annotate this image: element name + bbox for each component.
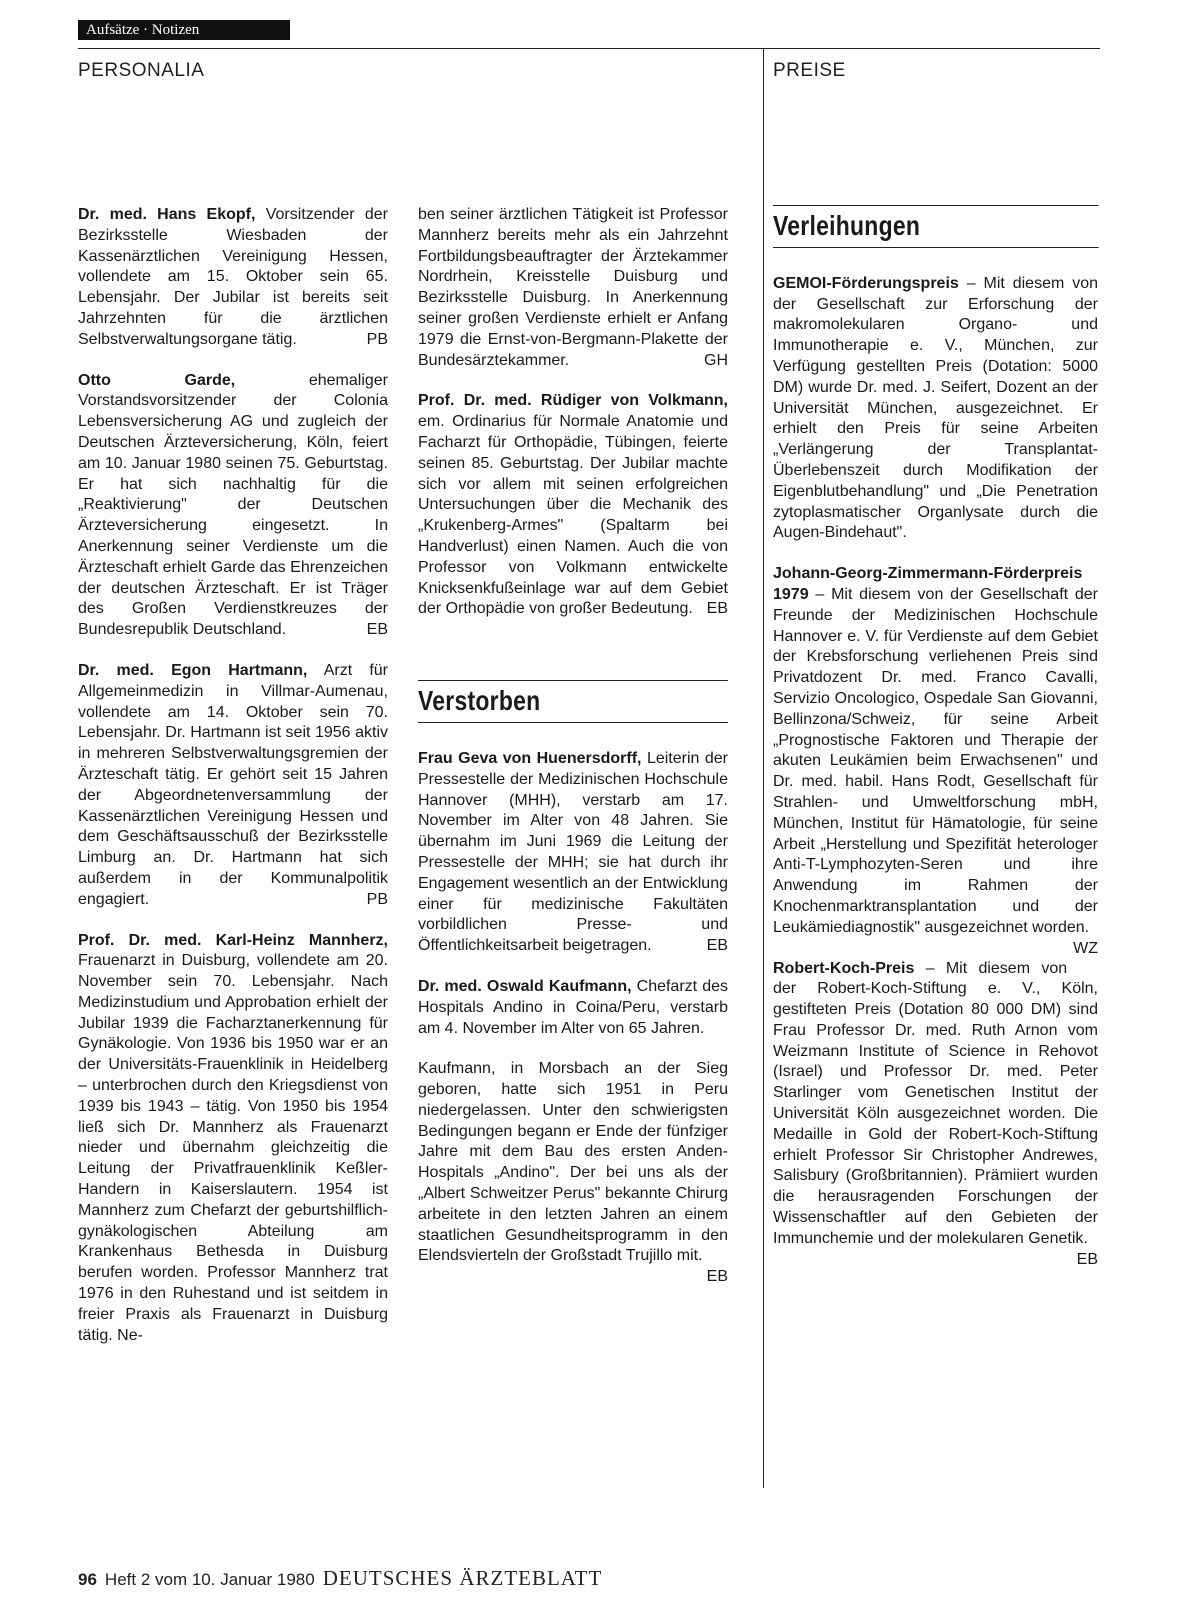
entry xyxy=(773,959,1098,1268)
entry-name: Johann-Georg-Zimmermann-Förderpreis 1979 xyxy=(773,565,1083,603)
entry-text: – Mit diesem von der Gesellschaft zur Erforschung der makromolekularen Organo- und Immunotherapie e. V., München, zur Verfügung gestellten Preis (Dotation: 5000 DM) wurde Dr. med. J. Seifert, Dozent an der Universität München, ausgezeichnet. Er erhielt den Preis für seine Arbeiten „Verlängerung der Transplantat-Überlebenszeit durch Modifikation der Eigenblutbehandlung" und „Die Penetration zytoplasmatischer Organlysate durch die Augen-Bindehaut". xyxy=(773,274,1098,542)
rubric-personalia: PERSONALIA xyxy=(78,60,205,81)
entry-signature: WZ xyxy=(1073,939,1098,957)
entry xyxy=(418,977,728,1039)
entry-name: Dr. med. Egon Hartmann, xyxy=(78,661,308,679)
entry-text: Chefarzt des Hospitals Andino in Coina/Peru, verstarb am 4. November im Alter von 65 Jahren. xyxy=(418,977,728,1037)
entry xyxy=(418,205,728,371)
entry-name: Frau Geva von Huenersdorff, xyxy=(418,749,642,767)
page-number: 96 xyxy=(78,1570,97,1589)
entry xyxy=(773,274,1098,544)
header-rule xyxy=(78,48,1100,49)
rubric-preise: PREISE xyxy=(773,60,846,81)
entry xyxy=(418,391,728,620)
entry-text: – Mit diesem von der Gesellschaft der Freunde der Medizinischen Hochschule Hannover e. V. für Verdienste auf dem Gebiet der Krebsforschung verliehenen Preis sind Privatdozent Dr. med. Franco Cavalli, Servizio Oncologico, Ospedale San Giovanni, Bellinzona/Schweiz, für seine Arbeit „Prognostische Faktoren und Therapie der akuten Leukämien beim Erwachsenen" und Dr. med. habil. Hans Rodt, Gesellschaft für Strahlen- und Umweltforschung mbH, München, Institut für Hämatologie, für seine Arbeit „Herstellung und Spezifität heterologer Anti-T-Lymphozyten-Seren und ihre Anwendung im Rahmen der Knochenmarktransplantation und der Leukämiediagnostik" ausgezeichnet worden. xyxy=(773,585,1098,936)
entry xyxy=(78,661,388,911)
entry-name: Prof. Dr. med. Karl-Heinz Mannherz, xyxy=(78,931,388,949)
entry-text: Kaufmann, in Morsbach an der Sieg geboren, hatte sich 1951 in Peru niedergelassen. Unter den schwierigsten Bedingungen begann er Ende der fünfziger Jahre mit dem Bau des ersten Anden-Hospitals „Andino". Der bei uns als der „Albert Schweitzer Perus" bekannte Chirurg arbeitete in den letzten Jahren an einem staatlichen Gesundheitsprogramm in den Elendsvierteln der Großstadt Trujillo mit. xyxy=(418,1060,728,1265)
page-footer xyxy=(78,1566,602,1591)
entry-text: ben seiner ärztlichen Tätigkeit ist Professor Mannherz bereits mehr als ein Jahrzehnt Fortbildungsbeauftragter der Ärztekammer Nordrhein, Kreisstelle Duisburg und Bezirksstelle Duisburg. In Anerkennung seiner großen Verdienste erhielt er Anfang 1979 die Ernst-von-Bergmann-Plakette der Bundesärztekammer. xyxy=(418,206,728,369)
entry-signature: EB xyxy=(706,937,728,955)
entry-signature: EB xyxy=(706,1268,728,1286)
column-personalia-1 xyxy=(78,205,388,1366)
entry xyxy=(78,205,388,351)
entry-signature: EB xyxy=(366,621,388,639)
section-title-verleihungen: Verleihungen xyxy=(773,205,1098,248)
magazine-name: DEUTSCHES ÄRZTEBLATT xyxy=(322,1566,603,1590)
entry-text: ehemaliger Vorstandsvorsitzender der Colonia Lebensversicherung AG und zugleich der Deutschen Ärzteversicherung, Köln, feiert am 10. Januar 1980 seinen 75. Geburtstag. Er hat sich nachhaltig für die „Reaktivierung" der Deutschen Ärzteversicherung eingesetzt. In Anerkennung seiner Verdienste um die Ärzteschaft erhielt Garde das Ehrenzeichen der deutschen Ärzteschaft. Er ist Träger des Großen Verdienstkreuzes der Bundesrepublik Deutschland. xyxy=(78,371,388,639)
entry-text: – Mit diesem von der Robert-Koch-Stiftung e. V., Köln, gestifteten Preis (Dotation 80 000 DM) sind Frau Professor Dr. med. Ruth Arnon vom Weizmann Institute of Science in Rehovot (Israel) und Professor Dr. med. Peter Starlinger vom Genetischen Institut der Universität Köln ausgezeichnet worden. Die Medaille in Gold der Robert-Koch-Stiftung erhielt Professor Sir Christopher Andrewes, Salisbury (Großbritannien). Prämiiert wurden die herausragenden Forschungen der Wissenschaftler auf den Gebieten der Immunchemie und der molekularen Genetik. xyxy=(773,959,1098,1247)
entry-text: Vorsitzender der Bezirksstelle Wiesbaden der Kassenärztlichen Vereinigung Hessen, vollendete am 15. Oktober sein 65. Lebensjahr. Der Jubilar ist bereits seit Jahrzehnten für die ärztlichen Selbstverwaltungsorgane tätig. xyxy=(78,206,389,348)
entry-name: GEMOI-Förderungspreis xyxy=(773,274,959,292)
entry-text: Frauenarzt in Duisburg, vollendete am 20. November sein 70. Lebensjahr. Nach Medizinstudium und Approbation erhielt der Jubilar 1939 die Facharztanerkennung für Gynäkologie. Von 1936 bis 1950 war er an der Universitäts-Frauenklinik in Heidelberg – unterbrochen durch den Kriegsdienst von 1939 bis 1943 – tätig. Von 1950 bis 1954 ließ sich Dr. Mannherz als Frauenarzt nieder und übernahm gleichzeitig die Leitung der Privatfrauenklinik Keßler-Handern in Kaiserslautern. 1954 ist Mannherz zum Chefarzt der geburtshilflich-gynäkologischen Abteilung am Krankenhaus Bethesda in Duisburg berufen worden. Professor Mannherz trat 1976 in den Ruhestand und ist seitdem in freier Praxis als Frauenarzt in Duisburg tätig. Ne- xyxy=(78,952,388,1344)
entry-text: Arzt für Allgemeinmedizin in Villmar-Aumenau, vollendete am 14. Oktober sein 70. Lebensjahr. Dr. Hartmann ist seit 1956 aktiv in mehreren Selbstverwaltungsgremien der Ärzteschaft tätig. Er gehört seit 15 Jahren der Abgeordnetenversammlung der Kassenärztlichen Vereinigung Hessen und dem Geschäftsausschuß der Bezirksstelle Limburg an. Dr. Hartmann hat sich außerdem in der Kommunalpolitik engagiert. xyxy=(78,661,389,908)
entry xyxy=(418,749,728,957)
entry xyxy=(78,931,388,1347)
section-title-verstorben: Verstorben xyxy=(418,680,728,723)
entry-name: Dr. med. Hans Ekopf, xyxy=(78,206,256,223)
column-preise xyxy=(773,205,1098,1270)
issue-info: Heft 2 vom 10. Januar 1980 xyxy=(104,1570,315,1589)
entry xyxy=(78,371,388,641)
entry-text: Leiterin der Pressestelle der Medizinischen Hochschule Hannover (MHH), verstarb am 17. November im Alter von 48 Jahren. Sie übernahm im Juni 1969 die Leitung der Pressestelle der MHH; sie hat durch ihr Engagement wesentlich an der Entwicklung einer für medizinische Fakultäten vorbildlichen Presse- und Öffentlichkeitsarbeit beigetragen. xyxy=(418,749,728,955)
entry-name: Prof. Dr. med. Rüdiger von Volkmann, xyxy=(418,392,728,410)
entry-name: Otto Garde, xyxy=(78,371,236,389)
column-personalia-2 xyxy=(418,205,728,1288)
entry-text: em. Ordinarius für Normale Anatomie und Facharzt für Orthopädie, Tübingen, feierte seinen 85. Geburtstag. Der Jubilar machte sich vor allem mit seinen erfolgreichen Untersuchungen über die Mechanik des „Krukenberg-Armes" (Spaltarm bei Handverlust) einen Namen. Auch die von Professor von Volkmann entwickelte Knicksenkfußeinlage war auf dem Gebiet der Orthopädie von großer Bedeutung. xyxy=(418,413,728,618)
entry-signature: PB xyxy=(366,330,388,348)
entry-signature: EB xyxy=(706,600,728,618)
entry-signature: GH xyxy=(704,351,728,369)
section-banner: Aufsätze · Notizen xyxy=(78,20,290,40)
entry-name: Dr. med. Oswald Kaufmann, xyxy=(418,977,632,995)
entry-signature: PB xyxy=(366,890,388,908)
entry xyxy=(773,564,1098,957)
column-divider xyxy=(763,48,764,1488)
entry-name: Robert-Koch-Preis xyxy=(773,959,915,977)
entry xyxy=(418,1059,728,1286)
entry-signature: EB xyxy=(1076,1250,1098,1268)
